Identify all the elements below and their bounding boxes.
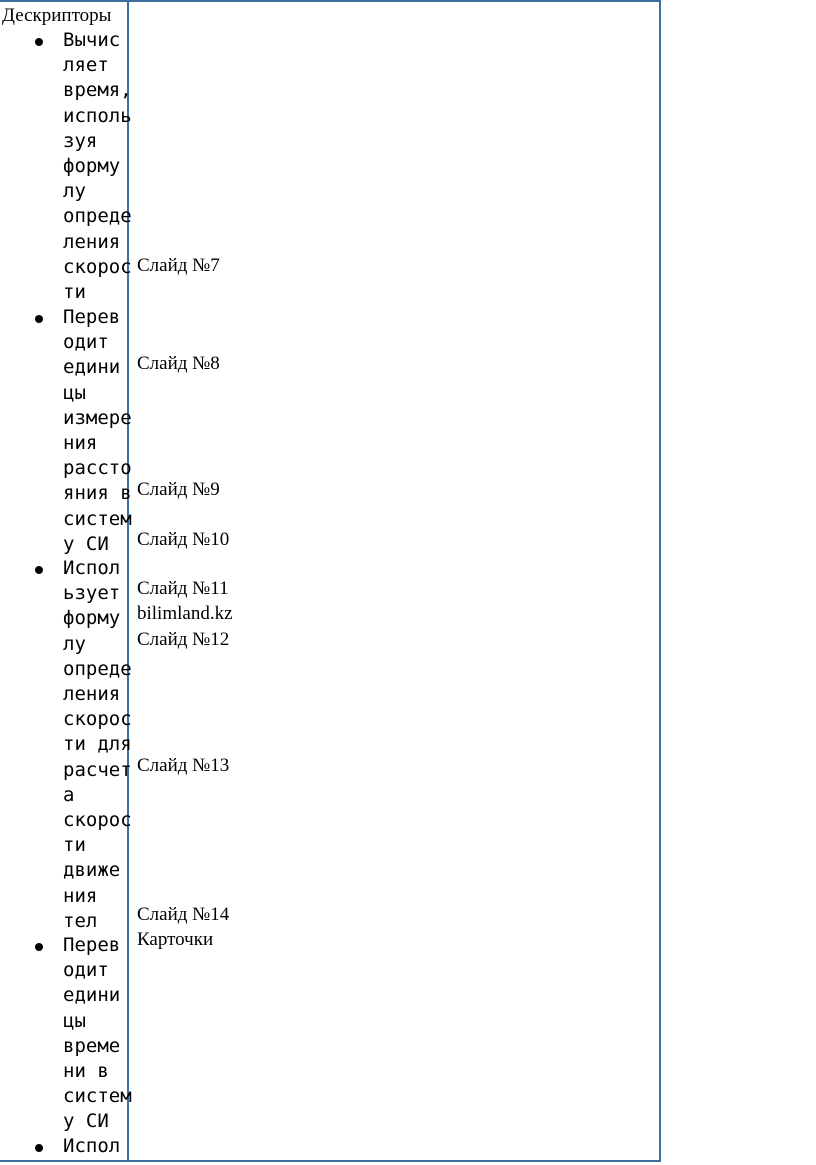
- slide-reference: Слайд №13: [137, 755, 230, 776]
- slide-reference: Слайд №8: [137, 353, 220, 374]
- descriptor-item-2: Перев одит едини цы измере ния рассто яния в систем у СИ: [63, 306, 132, 555]
- slide-reference: Слайд №12: [137, 629, 230, 650]
- resource-link: bilimland.kz: [137, 603, 233, 624]
- bullet-icon: [35, 566, 43, 574]
- descriptor-item-1: Вычис ляет время, исполь зуя форму лу опреде ления скорос ти: [63, 29, 132, 304]
- slide-reference: Слайд №14: [137, 904, 230, 925]
- slide-reference: Слайд №10: [137, 529, 230, 550]
- slide-reference: Слайд №7: [137, 255, 220, 276]
- bullet-icon: [35, 315, 43, 323]
- descriptor-item-4: Перев одит едини цы време ни в систем у СИ: [63, 934, 132, 1133]
- descriptor-item-5: Испол: [63, 1135, 121, 1157]
- bullet-icon: [35, 1144, 43, 1152]
- bullet-icon: [35, 38, 43, 46]
- bullet-icon: [35, 943, 43, 951]
- slide-reference: Слайд №9: [137, 479, 220, 500]
- descriptors-header: Дескрипторы: [2, 5, 112, 26]
- resource-cards: Карточки: [137, 929, 214, 950]
- descriptor-item-3: Испол ьзует форму лу опреде ления скорос ти для расчет а скорос ти движе ния тел: [63, 557, 132, 932]
- slide-reference: Слайд №11: [137, 578, 229, 599]
